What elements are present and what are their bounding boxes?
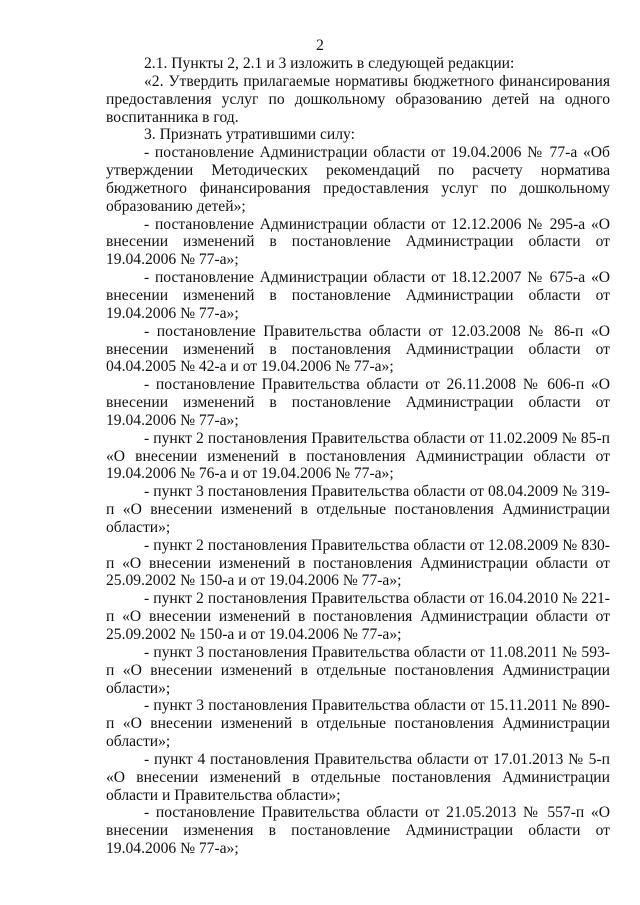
page-number: 2: [316, 37, 324, 54]
list-item: - пункт 2 постановления Правительства области от 12.08.2009 № 830-п «О внесении изменений в постановления Администрации области от 25.09.2002 № 150-а и от 19.04.2006 № 77-а»;: [106, 536, 610, 590]
list-item: - постановление Правительства области от 21.05.2013 № 557-п «О внесении изменения в постановление Администрации области от 19.04.2006 № 77-а»;: [106, 804, 610, 858]
list-item: - постановление Администрации области от 19.04.2006 № 77-а «Об утверждении Методических рекомендаций по расчету норматива бюджетного финансирования предоставления услуг по дошкольному образованию детей»;: [106, 144, 610, 215]
paragraph-repeal-heading: 3. Признать утратившими силу:: [144, 126, 355, 144]
list-item: - пункт 2 постановления Правительства области от 16.04.2010 № 221-п «О внесении изменений в постановления Администрации области от 25.09.2002 № 150-а и от 19.04.2006 № 77-а»;: [106, 590, 610, 643]
list-item: - пункт 2 постановления Правительства области от 11.02.2009 № 85-п «О внесении изменений в постановления Администрации области от 19.04.2006 № 76-а и от 19.04.2006 № 77-а»;: [106, 429, 610, 483]
paragraph-approve-norms: «2. Утвердить прилагаемые нормативы бюджетного финансирования предоставления услуг по дошкольному образованию детей на одного воспитанника в год.: [106, 72, 610, 126]
list-item: - пункт 4 постановления Правительства области от 17.01.2013 № 5-п «О внесении изменений в отдельные постановления Администрации области и Правительства области»;: [106, 750, 610, 804]
document-body: [106, 55, 610, 858]
list-item: - постановление Администрации области от 12.12.2006 № 295-а «О внесении изменений в постановление Администрации области от 19.04.2006 № 77-а»;: [106, 215, 610, 269]
list-item: - пункт 3 постановления Правительства области от 08.04.2009 № 319-п «О внесении изменений в отдельные постановления Администрации области»;: [106, 483, 610, 536]
list-item: - постановление Правительства области от 26.11.2008 № 606-п «О внесении изменений в постановление Администрации области от 19.04.2006 № 77-а»;: [106, 376, 610, 429]
list-item: - постановление Администрации области от 18.12.2007 № 675-а «О внесении изменений в постановление Администрации области от 19.04.2006 № 77-а»;: [106, 269, 610, 322]
list-item: - пункт 3 постановления Правительства области от 11.08.2011 № 593-п «О внесении изменений в отдельные постановления Администрации области»;: [106, 643, 610, 697]
paragraph-amendment-intro: 2.1. Пункты 2, 2.1 и 3 изложить в следующей редакции:: [144, 55, 515, 72]
list-item: - постановление Правительства области от 12.03.2008 № 86-п «О внесении изменений в постановления Администрации области от 04.04.2005 № 42-а и от 19.04.2006 № 77-а»;: [106, 322, 610, 376]
list-item: - пункт 3 постановления Правительства области от 15.11.2011 № 890-п «О внесении изменений в отдельные постановления Администрации области»;: [106, 697, 610, 751]
